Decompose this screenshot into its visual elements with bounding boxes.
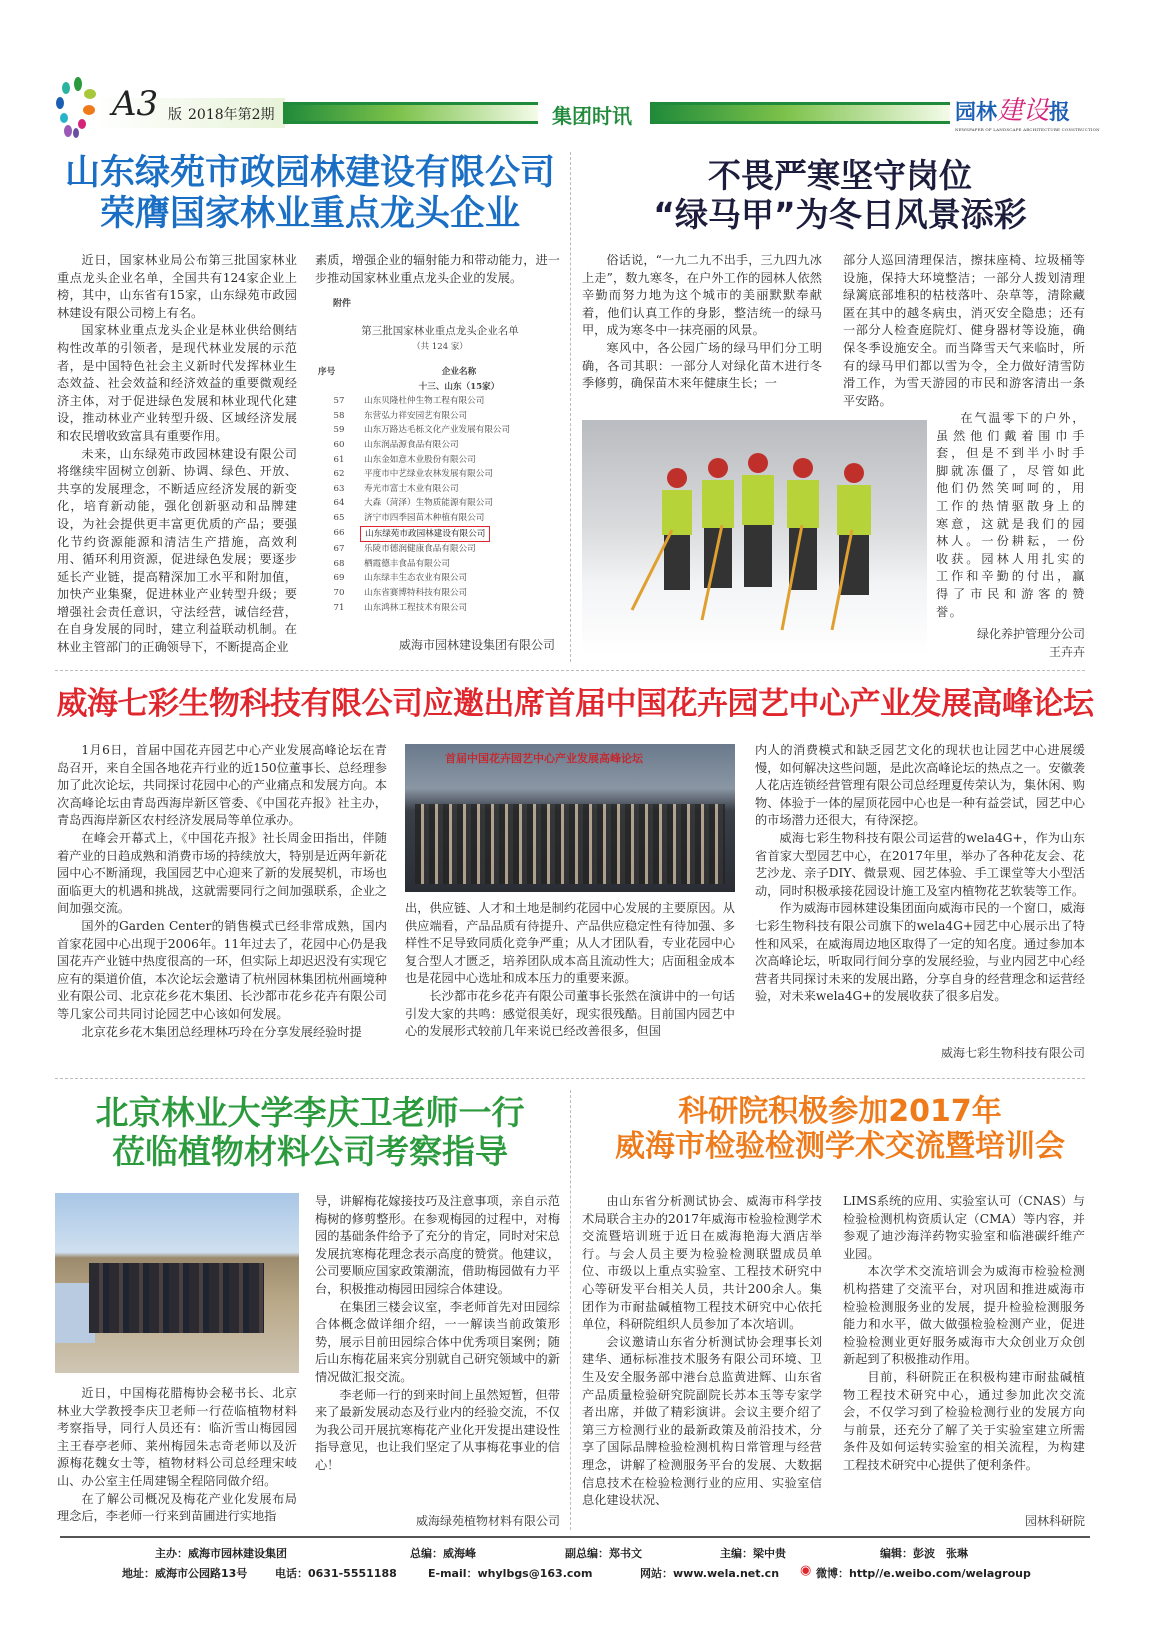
company-list-row [318, 423, 558, 438]
row-number: 57 [333, 396, 345, 407]
footer-sponsor: 主办：威海市园林建设集团 [155, 1547, 287, 1560]
row-number: 71 [333, 602, 345, 613]
footer-rule [60, 1536, 1090, 1538]
company-list-row [318, 394, 558, 409]
header [0, 70, 1150, 140]
company-list-row [318, 571, 558, 586]
header-bar-left [283, 102, 538, 124]
footer-phone: 电话：0631-5551188 [275, 1567, 397, 1580]
article-2-body-col2: 部分人巡回清理保洁，擦抹座椅、垃圾桶等设施，保持大环境整洁；一部分人拨划清理绿篱底部堆积的枯枝落叶、杂草等，清除藏匿在其中的越冬病虫，消灭安全隐患；还有一部分人检查庭院灯、健身器材等设施，确保冬季设施安全。而当降雪天气来临时，所有的绿马甲们都以雪为令，全力做好清雪防滑工作，为雪天游园的市民和游客清出一条平安路。 [843, 253, 1085, 408]
row-number: 61 [333, 454, 345, 465]
group-label: 十三、山东（15家） [418, 381, 500, 392]
header-bar-right [650, 102, 950, 124]
company-list-row [318, 511, 558, 526]
company-list-row [318, 526, 558, 543]
company-list-row [318, 467, 558, 482]
edition-suffix: 版 [168, 107, 182, 123]
article-2-body-side: 在气温零下的户外，虽然他们戴着围巾手套，但是不到半小时手脚就冻僵了，尽管如此他们仍然笑呵呵的，用工作的热情驱散身上的寒意，这就是我们的园林人。一份耕耘，一份收获。园林人用扎实的工作和辛勤的付出，赢得了市民和游客的赞誉。 [936, 411, 1086, 619]
company-name: 济宁市四季园苗木种植有限公司 [364, 512, 485, 523]
company-list-row [318, 453, 558, 468]
company-name: 山东鸿林工程技术有限公司 [364, 602, 468, 613]
article-2-title: 不畏严寒坚守岗位 “绿马甲”为冬日风景添彩 [653, 156, 1027, 234]
company-list-count: （共 124 家） [412, 342, 468, 352]
company-name: 大森（菏泽）生物质能源有限公司 [364, 498, 493, 509]
footer-deputy-editor: 副总编：郑书文 [565, 1547, 642, 1560]
row-number: 58 [333, 410, 345, 421]
article-2-signature-author: 王卉卉 [1048, 645, 1085, 659]
company-list-row [318, 482, 558, 497]
footer-editor-in-chief: 总编：威海峰 [410, 1547, 476, 1560]
article-1-body-cont: 素质，增强企业的辐射能力和带动能力，进一步推动国家林业重点龙头企业的发展。 [315, 253, 560, 285]
edition-number: A3 [112, 84, 159, 124]
article-5-title: 科研院积极参加2017年 威海市检验检测学术交流暨培训会 [615, 1094, 1065, 1165]
company-name: 乐陵市德润健康食品有限公司 [364, 544, 476, 555]
issue-number: 2018年第2期 [188, 107, 275, 123]
company-name: 山东绿丰生态农业有限公司 [364, 573, 468, 584]
article-5-body-col2: LIMS系统的应用、实验室认可（CNAS）与检验检测机构资质认定（CMA）等内容，并参观了迪沙海洋药物实验室和临港碳纤维产业园。 本次学术交流培训会为威海市检验检测机构搭建了交流平台，对巩固和推进威海市检验检测服务业的发展，提升检验检测服务能力和水平，做大做强检验检测产业，促进检验检测业更好服务威海市大众创业万众创新起到了积极推动作用。 目前，科研院正在积极构建市耐盐碱植物工程技术研究中心，通过参加此次交流会，不仅学习到了检验检测行业的发展方向与前景，还充分了解了关于实验室建立所需条件及如何运转实验室的相关流程，为构建工程技术研究中心提供了便利条件。 [843, 1194, 1085, 1472]
company-name: 寿光市富士木业有限公司 [364, 483, 459, 494]
row-number: 60 [333, 439, 345, 450]
company-name: 栖霞德丰食品有限公司 [364, 558, 450, 569]
photo-banner: 首届中国花卉园艺中心产业发展高峰论坛 [445, 752, 643, 765]
company-name: 山东绿苑市政园林建设有限公司 [360, 526, 490, 543]
newspaper-logo: 园林建设报 NEWSPAPER OF LANDSCAPE ARCHITECTURE CONSTRUCTION [955, 96, 1100, 132]
attachment-label: 附件 [333, 299, 352, 309]
row-number: 67 [333, 544, 345, 555]
footer-chief-editor: 主编：梁中贵 [720, 1547, 786, 1560]
row-number: 64 [333, 498, 345, 509]
article-3-body-col1: 1月6日，首届中国花卉园艺中心产业发展高峰论坛在青岛召开，来自全国各地花卉行业的近150位董事长、总经理参加了此次论坛，共同探讨花园中心的产业痛点和发展方向。本次高峰论坛由青岛西海岸新区管委、《中国花卉报》社主办，青岛西海岸新区农村经济发展局等单位承办。 在峰会开幕式上，《中国花卉报》社长周金田指出，伴随着产业的日趋成熟和消费市场的持续放大，特别是近两年新花园中心不断涌现，我国园艺中心迎来了新的发展契机，市场也面临更大的机遇和挑战，这就需要同行之间加强联系，企业之间加强交流。 国外的Garden Center的销售模式已经非常成熟，国内首家花园中心出现于2006年。11年过去了，花园中心仍是我国花卉产业链中热度很高的一环，但实际上却迟迟没有实现它应有的渠道价值，本次论坛会邀请了杭州园林集团杭州画境种业有限公司、北京花乡花木集团、长沙都市花乡花卉有限公司等几家公司共同讨论园艺中心该如何发展。 北京花乡花木集团总经理林巧玲在分享发展经验时提 [57, 743, 387, 1039]
weibo-icon: ◉ [800, 1563, 812, 1578]
article-1-title: 山东绿苑市政园林建设有限公司 荣膺国家林业重点龙头企业 [64, 153, 555, 235]
company-list-table [318, 365, 558, 615]
footer-address: 地址：威海市公园路13号 [122, 1567, 248, 1580]
article-3-body-col2: 出，供应链、人才和土地是制约花园中心发展的主要原因。从供应端看，产品品质有待提升、产品供应稳定性有待加强、多样性不足导致同质化竞争严重；从人才团队看，专业花园中心复合型人才匮乏，培养团队成本高且流动性大；店面租金成本也是花园中心选址和成本压力的重要来源。 长沙都市花乡花卉有限公司董事长张然在演讲中的一句话引发大家的共鸣：感觉很美好，现实很残酷。目前国内园艺中心的发展形式较前几年来说已经改善很多，但国 [405, 901, 735, 1039]
company-list-row [318, 438, 558, 453]
row-number: 69 [333, 573, 345, 584]
section-divider [55, 670, 1085, 671]
company-list-row [318, 409, 558, 424]
row-number: 62 [333, 469, 345, 480]
col-header-no: 序号 [318, 367, 336, 377]
company-list-row [318, 586, 558, 601]
company-name: 山东润品源食品有限公司 [364, 439, 459, 450]
row-number: 59 [333, 425, 345, 436]
article-4-body-col2: 导，讲解梅花嫁接技巧及注意事项，亲自示范梅树的修剪整形。在参观梅园的过程中，对梅园的基础条件给予了充分的肯定，同时对宋总发展抗寒梅花理念表示高度的赞赏。他建议，公司要顺应国家政策潮流，借助梅园做有力平台，积极推动梅园田园综合体建设。 在集团三楼会议室，李老师首先对田园综合体概念做详细介绍，一一解读当前政策形势，展示目前田园综合体中优秀项目案例；随后山东梅花届来宾分别就自己研究领域中的新情况做汇报交流。 李老师一行的到来时间上虽然短暂，但带来了最新发展动态及行业内的经验交流，不仅为我公司开展抗寒梅花产业化开发提出建设性指导意见，也让我们坚定了从事梅花事业的信心！ [315, 1194, 560, 1472]
row-number: 65 [333, 512, 345, 523]
row-number: 63 [333, 483, 345, 494]
column-divider [570, 152, 571, 662]
article-1-body: 近日，国家林业局公布第三批国家林业重点龙头企业名单，全国共有124家企业上榜，其中，山东省有15家，山东绿苑市政园林建设有限公司榜上有名。 国家林业重点龙头企业是林业供给侧结构性改革的引领者，是现代林业发展的示范者，是中国特色社会主义新时代发挥林业生态效益、社会效益和经济效益的重要微观经济主体，对于促进绿色发展和林业现代化建设，推动林业产业转型升级、区域经济发展和农民增收致富具有重要作用。 未来，山东绿苑市政园林建设有限公司将继续牢固树立创新、协调、绿色、开放、共享的发展理念，不断适应经济发展的新变化，培育新动能，强化创新驱动和品牌建设，为社会提供更丰富更优质的产品；要强化节约资源能源和清洁生产措施，高效利用、循环利用资源，促进绿色发展；要逐步延长产业链，提高精深加工水平和附加值，加快产业集聚，促进林业产业转型升级；要增强社会责任意识，守法经营，诚信经营，在自身发展的同时，建立利益联动机制。在林业主管部门的正确领导下，不断提高企业 [57, 253, 297, 655]
article-3-title: 威海七彩生物科技有限公司应邀出席首届中国花卉园艺中心产业发展高峰论坛 [56, 686, 1094, 722]
section-title: 集团时讯 [552, 104, 632, 128]
article-5-signature: 园林科研院 [1024, 1514, 1085, 1528]
footer-weibo: 微博：http//e.weibo.com/welagroup [816, 1567, 1031, 1580]
company-list-row [318, 601, 558, 616]
article-3-signature: 威海七彩生物科技有限公司 [940, 1046, 1085, 1060]
company-list-row [318, 542, 558, 557]
company-name: 山东贝隆杜仲生物工程有限公司 [364, 396, 485, 407]
snow-clearing-photo [582, 420, 927, 655]
footer-website: 网站：www.wela.net.cn [640, 1567, 780, 1580]
visit-group-photo [55, 1193, 299, 1373]
row-number: 66 [333, 527, 345, 538]
company-name: 山东万路达毛栎文化产业发展有限公司 [364, 425, 511, 436]
row-number: 70 [333, 587, 345, 598]
article-4-body-col1: 近日，中国梅花腊梅协会秘书长、北京林业大学教授李庆卫老师一行莅临植物材料考察指导，同行人员还有：临沂雪山梅园园主王春亭老师、莱州梅园朱志奇老师以及沂源梅花魏女士等，植物材料公司总经理宋岐山、办公室主任周建锡全程陪同做介绍。 在了解公司概况及梅花产业化发展布局理念后，李老师一行来到苗圃进行实地指 [57, 1386, 297, 1524]
article-3-body-col3: 内人的消费模式和缺乏园艺文化的现状也让园艺中心进展缓慢，如何解决这些问题，是此次高峰论坛的热点之一。安徽袭人花店连锁经营管理有限公司总经理夏传荣认为，集休闲、购物、体验于一体的屋顶花园中心也是一种有益尝试，园艺中心的市场潜力还很大，有待深挖。 威海七彩生物科技有限公司运营的wela4G+，作为山东省首家大型园艺中心，在2017年里，举办了各种花友会、花艺沙龙、亲子DIY、微景观、园艺体验、手工课堂等大小型活动，同时积极承接花园设计施工及室内植物花艺软装等工作。 作为威海市园林建设集团面向威海市民的一个窗口，威海七彩生物科技有限公司旗下的wela4G+园艺中心展示出了特性和风采，在威海周边地区取得了一定的知名度。通过参加本次高峰论坛，听取同行间分享的发展经验，与业内园艺中心经营者共同探讨未来的发展出路，分享自身的经营理念和运营经验，对未来wela4G+的发展收获了很多启发。 [755, 743, 1085, 1004]
forum-group-photo [405, 744, 735, 892]
company-list-row [318, 557, 558, 572]
row-number: 68 [333, 558, 345, 569]
company-name: 东营弘力祥安园艺有限公司 [364, 410, 468, 421]
company-list-title: 第三批国家林业重点龙头企业名单 [361, 325, 519, 337]
article-2-signature-dept: 绿化养护管理分公司 [976, 627, 1085, 641]
company-name: 山东金如意木业股份有限公司 [364, 454, 476, 465]
footer-email: E-mail：whylbgs@163.com [428, 1567, 593, 1580]
article-4-signature: 威海绿苑植物材料有限公司 [415, 1514, 560, 1528]
article-4-title: 北京林业大学李庆卫老师一行 莅临植物材料公司考察指导 [95, 1093, 525, 1171]
company-name: 平度市中艺绿业农林发展有限公司 [364, 469, 493, 480]
company-list-row [318, 496, 558, 511]
company-name: 山东省赛博特科技有限公司 [364, 587, 468, 598]
section-divider-2 [55, 1078, 1085, 1079]
article-1-signature: 威海市园林建设集团有限公司 [398, 638, 555, 652]
column-divider-2 [570, 1090, 571, 1530]
article-5-body-col1: 由山东省分析测试协会、威海市科学技术局联合主办的2017年威海市检验检测学术交流暨培训班于近日在威海艳海大酒店举行。与会人员主要为检验检测联盟成员单位、市级以上重点实验室、工程技术研究中心等研发平台相关人员，共计200余人。集团作为市耐盐碱植物工程技术研究中心依托单位，科研院组织人员参加了本次培训。 会议邀请山东省分析测试协会理事长刘建华、通标标准技术服务有限公司环境、卫生及安全服务部中港台总监黄进辉、山东省产品质量检验研究院副院长苏本玉等专家学者出席，并做了精彩演讲。会议主要介绍了第三方检测行业的最新政策及前沿技术，分享了国际品牌检验检测机构日常管理与经营理念，讲解了检测服务平台的发展、大数据信息技术在检验检测行业的应用、实验室信息化建设状况、 [582, 1194, 822, 1508]
article-2-body-col1: 俗话说，“一九二九不出手，三九四九冰上走”，数九寒冬，在户外工作的园林人依然辛勤而努力地为这个城市的美丽默默奉献着，他们认真工作的身影，整洁统一的绿马甲，成为寒冬中一抹亮丽的风景。 寒风中，各公园广场的绿马甲们分工明确，各司其职：一部分人对绿化苗木进行冬季修剪，确保苗木来年健康生长；一 [582, 253, 822, 391]
footer-editors: 编辑：彭波 张琳 [880, 1547, 968, 1560]
col-header-name: 企业名称 [441, 367, 477, 377]
